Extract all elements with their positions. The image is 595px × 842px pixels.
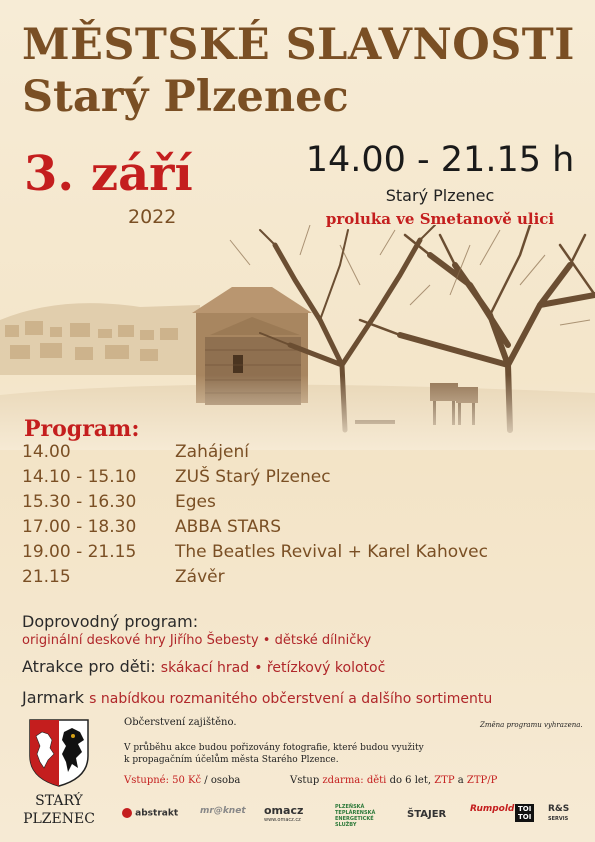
sponsor-mraknet: mr@knet <box>200 806 246 816</box>
bullet-separator: • <box>262 633 275 648</box>
market-label: Jarmark <box>22 688 85 707</box>
sponsor-pts: PLZEŇSKÁ TEPLÁRENSKÁ ENERGETICKÉ SLUŽBY <box>335 804 376 828</box>
free-entry <box>290 775 497 786</box>
sponsor-abstrakt: abstrakt <box>122 808 178 819</box>
program-name: Závěr <box>175 567 225 587</box>
market-line <box>22 688 492 707</box>
festival-title: MĚSTSKÉ SLAVNOSTI <box>22 20 575 70</box>
side-program-item: originální deskové hry Jiřího Šebesty <box>22 633 259 648</box>
program-time: 14.00 <box>22 442 71 462</box>
program-row <box>22 442 488 467</box>
town-name-line: STARÝ <box>35 793 83 809</box>
sponsor-omacz: omacz www.omacz.cz <box>264 804 304 823</box>
program-name: ABBA STARS <box>175 517 282 537</box>
program-row <box>22 467 488 492</box>
town-title: Starý Plzenec <box>22 72 349 122</box>
program-list <box>22 442 488 592</box>
sponsor-toitoi: TOI TOI <box>515 804 534 822</box>
free-entry-kids: děti <box>366 775 387 786</box>
program-row <box>22 542 488 567</box>
free-entry-mid: do 6 let, <box>389 775 432 786</box>
event-place: Starý Plzenec <box>385 186 495 205</box>
town-crest-icon <box>28 718 90 788</box>
entry-fee-label: Vstupné: 50 Kč <box>124 775 202 786</box>
program-time: 14.10 - 15.10 <box>22 467 137 487</box>
free-entry-word: zdarma: <box>322 775 364 786</box>
program-name: Eges <box>175 492 216 512</box>
market-text: s nabídkou rozmanitého občerstvení a dalšího sortimentu <box>89 691 493 707</box>
program-heading: Program: <box>24 416 140 442</box>
program-row <box>22 492 488 517</box>
town-name-line: PLZENEC <box>23 811 95 827</box>
free-entry-ztp: ZTP <box>434 775 455 786</box>
program-row <box>22 517 488 542</box>
entry-fee <box>124 775 240 786</box>
photo-note-line: k propagačním účelům města Starého Plzence. <box>124 755 339 765</box>
event-year: 2022 <box>128 206 177 228</box>
attraction-item: řetízkový kolotoč <box>266 660 386 676</box>
program-time: 15.30 - 16.30 <box>22 492 137 512</box>
bullet-separator: • <box>254 660 267 676</box>
event-date: 3. září <box>24 146 193 202</box>
free-entry-prefix: Vstup <box>290 775 320 786</box>
abstrakt-logo-icon <box>122 808 132 818</box>
free-entry-ztpp: ZTP/P <box>466 775 498 786</box>
sponsor-rumpold: Rumpold <box>470 804 515 814</box>
program-name: Zahájení <box>175 442 249 462</box>
sponsor-rs: R&S SERVIS <box>548 804 570 822</box>
program-time: 19.00 - 21.15 <box>22 542 137 562</box>
town-name <box>14 792 104 828</box>
program-time: 17.00 - 18.30 <box>22 517 137 537</box>
side-program-item: dětské dílničky <box>274 633 372 648</box>
photo-note-line: V průběhu akce budou pořizovány fotografie, které budou využity <box>124 743 424 753</box>
sponsor-stajer: ŠTAJER <box>407 809 447 820</box>
side-program-heading: Doprovodný program: <box>22 612 199 631</box>
program-name: ZUŠ Starý Plzenec <box>175 467 331 487</box>
free-entry-and: a <box>457 775 464 786</box>
program-time: 21.15 <box>22 567 71 587</box>
attractions-label: Atrakce pro děti: <box>22 657 156 676</box>
refreshments-note: Občerstvení zajištěno. <box>124 717 237 728</box>
attractions-line <box>22 657 385 676</box>
event-venue: proluka ve Smetanově ulici <box>325 210 555 228</box>
program-row <box>22 567 488 592</box>
event-time: 14.00 - 21.15 h <box>305 140 575 180</box>
entry-fee-suffix: / osoba <box>204 775 241 786</box>
side-program-items <box>22 633 371 648</box>
program-name: The Beatles Revival + Karel Kahovec <box>175 542 488 562</box>
attraction-item: skákací hrad <box>160 660 250 676</box>
change-note: Změna programu vyhrazena. <box>480 721 583 729</box>
